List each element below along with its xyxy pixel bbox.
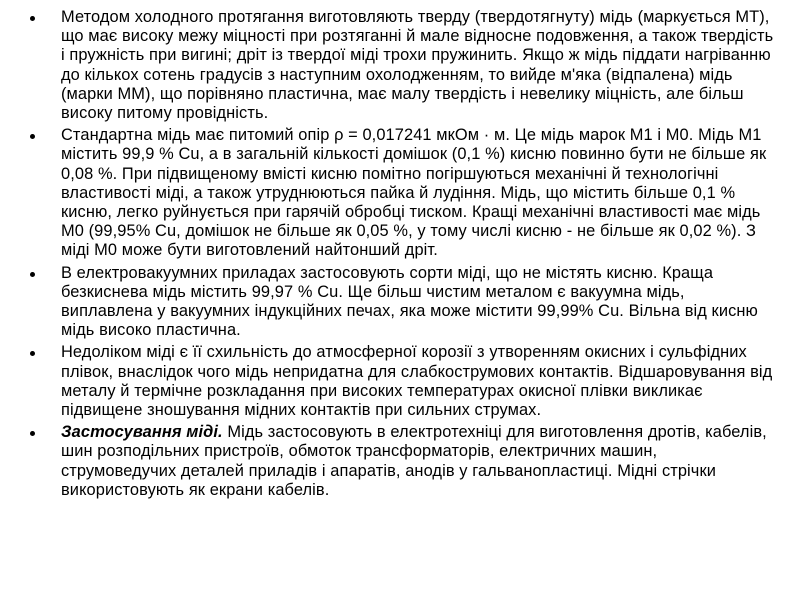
bullet-dot-icon (30, 16, 35, 21)
paragraph-text: Мідь застосовують в електротехніці для виготовлення дротів, кабелів, шин розподільних пристроїв, обмоток трансформаторів, електричних машин, струмоведучих деталей приладів і апаратів, анодів у гальванопластиці. Мідні стрічки використовують як екрани кабелів. (61, 423, 767, 499)
bullet-list (30, 8, 776, 500)
paragraph-text: В електровакуумних приладах застосовують сорти міді, що не містять кисню. Краща безкиснева мідь містить 99,97 % Cu. Ще більш чистим металом є вакуумна мідь, виплавлена у вакуумних індукційних печах, яка може містити 99,99% Cu. Вільна від кисню мідь високо пластична. (61, 263, 758, 340)
bullet-item-vacuum-copper (30, 264, 776, 341)
bullet-dot-icon (30, 351, 35, 356)
bullet-item-standard-copper (30, 126, 776, 260)
bullet-item-application (30, 423, 776, 500)
bullet-dot-icon (30, 272, 35, 277)
paragraph-text: Методом холодного протягання виготовляють тверду (твердотягнуту) мідь (маркується МТ), що має високу межу міцності при розтяганні й мале відносне подовження, а також твердість і пружність при вигині; дріт із твердої міді трохи пружинить. Якщо ж мідь піддати нагріванню до кількох сотень градусів з наступним охолодженням, то вийде м'яка (відпалена) мідь (марки ММ), що порівняно пластична, має малу твердість і невелику міцність, але більш високу питому провідність. (61, 8, 774, 123)
bullet-dot-icon (30, 431, 35, 436)
bullet-item-corrosion (30, 343, 776, 420)
section-title: Застосування міді. (61, 423, 223, 442)
paragraph-text: Стандартна мідь має питомий опір ρ = 0,017241 мкОм · м. Це мідь марок М1 і М0. Мідь М1 містить 99,9 % Cu, а в загальній кількості домішок (0,1 %) кисню повинно бути не більше як 0,08 %. При підвищеному вмісті кисню помітно погіршуються механічні й технологічні властивості міді, а також утруднюються пайка й лудіння. Мідь, що містить більше 0,1 % кисню, легко руйнується при гарячій обробці тиском. Кращі механічні властивості має мідь М0 (99,95% Cu, домішок не більше як 0,05 %, у тому числі кисню - не більше як 0,02 %). З міді М0 може бути виготовлений найтонший дріт. (61, 126, 767, 260)
bullet-dot-icon (30, 134, 35, 139)
paragraph-text: Недоліком міді є її схильність до атмосферної корозії з утворенням окисних і сульфідних плівок, внаслідок чого мідь непридатна для слабкострумових контактів. Відшаровування від металу й термічне розкладання при високих температурах окисної плівки викликає підвищене зношування мідних контактів при сильних струмах. (61, 343, 773, 420)
bullet-item-cold-drawing (30, 8, 776, 123)
